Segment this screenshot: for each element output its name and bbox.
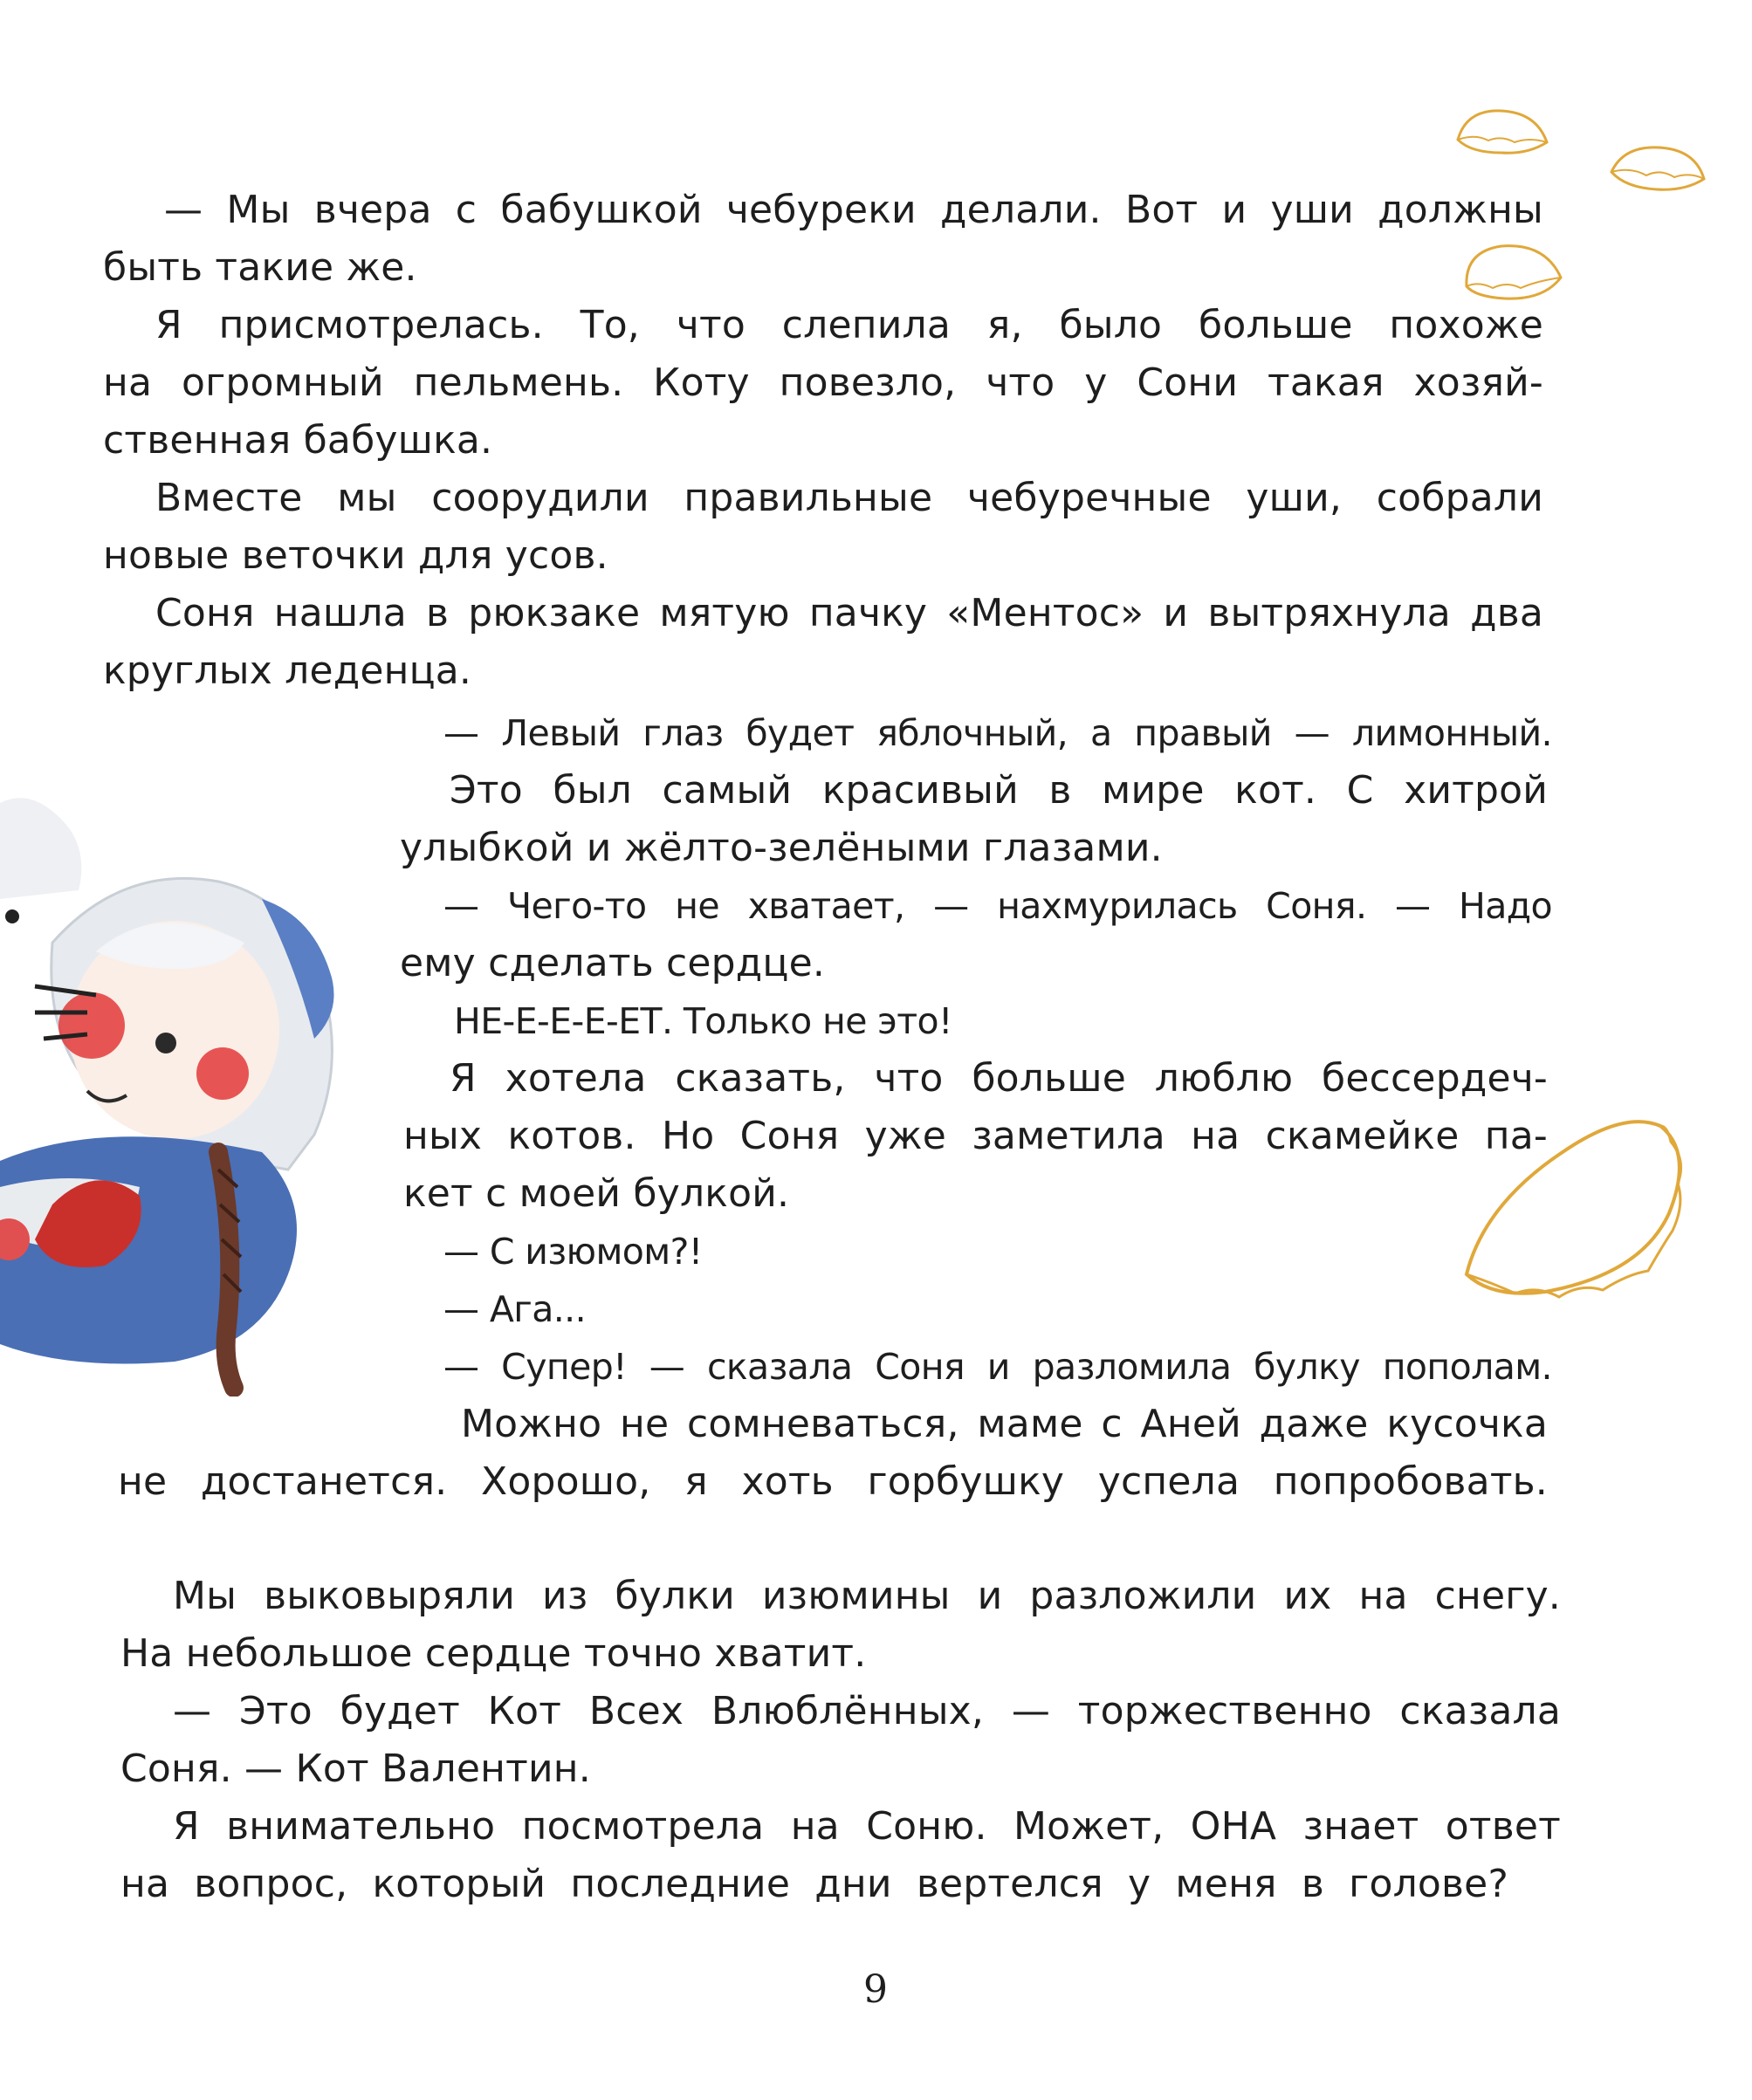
text-line: новые веточки для усов. <box>103 533 608 578</box>
text-line: ему сделать сердце. <box>400 941 826 985</box>
text-line: — Чего-то не хватает, — нахмурилась Соня. — Надо <box>443 885 1552 927</box>
text-line: — Супер! — сказала Соня и разломила булку пополам. <box>443 1346 1552 1388</box>
text-line: — Мы вчера с бабушкой чебуреки делали. Вот и уши должны <box>164 188 1543 232</box>
text-line: ственная бабушка. <box>103 418 493 463</box>
text-line: Я присмотрелась. То, что слепила я, было больше похоже <box>155 303 1543 347</box>
text-line: — С изюмом?! <box>443 1231 703 1273</box>
text-line: Можно не сомневаться, маме с Аней даже кусочка <box>461 1402 1548 1446</box>
text-line: Вместе мы соорудили правильные чебуречные уши, собрали <box>155 476 1543 520</box>
text-line: — Это будет Кот Всех Влюблённых, — торжественно сказала <box>173 1689 1561 1733</box>
text-line: На небольшое сердце точно хватит. <box>120 1631 867 1676</box>
text-line: Соня нашла в рюкзаке мятую пачку «Ментос» и вытряхнула два <box>155 591 1543 635</box>
text-line: Мы выковыряли из булки изюмины и разложили их на снегу. <box>173 1574 1561 1618</box>
dumpling-small-icon <box>1604 135 1709 201</box>
text-line: улыбкой и жёлто-зелёными глазами. <box>400 826 1163 870</box>
dumpling-small-icon <box>1449 100 1554 161</box>
text-line: Я внимательно посмотрела на Соню. Может, ОНА знает ответ <box>173 1804 1561 1849</box>
text-line: — Ага... <box>443 1288 587 1330</box>
text-line: НЕ-Е-Е-Е-ЕТ. Только не это! <box>454 1000 952 1042</box>
text-line: быть такие же. <box>103 245 417 290</box>
text-line: ных котов. Но Соня уже заметила на скамейке па- <box>403 1114 1548 1158</box>
text-line: круглых леденца. <box>103 649 472 693</box>
text-line: не достанется. Хорошо, я хоть горбушку успела попробовать. <box>118 1459 1548 1504</box>
text-line: кет с моей булкой. <box>403 1171 790 1216</box>
text-line: Я хотела сказать, что больше люблю бессердеч- <box>450 1056 1548 1101</box>
text-line: Это был самый красивый в мире кот. С хитрой <box>450 768 1548 813</box>
page-number: 9 <box>863 1967 888 2012</box>
girl-illustration <box>0 751 367 1397</box>
text-line: на вопрос, который последние дни вертелся у меня в голове? <box>120 1862 1508 1906</box>
text-line: Соня. — Кот Валентин. <box>120 1747 591 1791</box>
text-line: — Левый глаз будет яблочный, а правый — лимонный. <box>443 712 1552 754</box>
text-line: на огромный пельмень. Коту повезло, что у Сони такая хозяй- <box>103 360 1543 405</box>
